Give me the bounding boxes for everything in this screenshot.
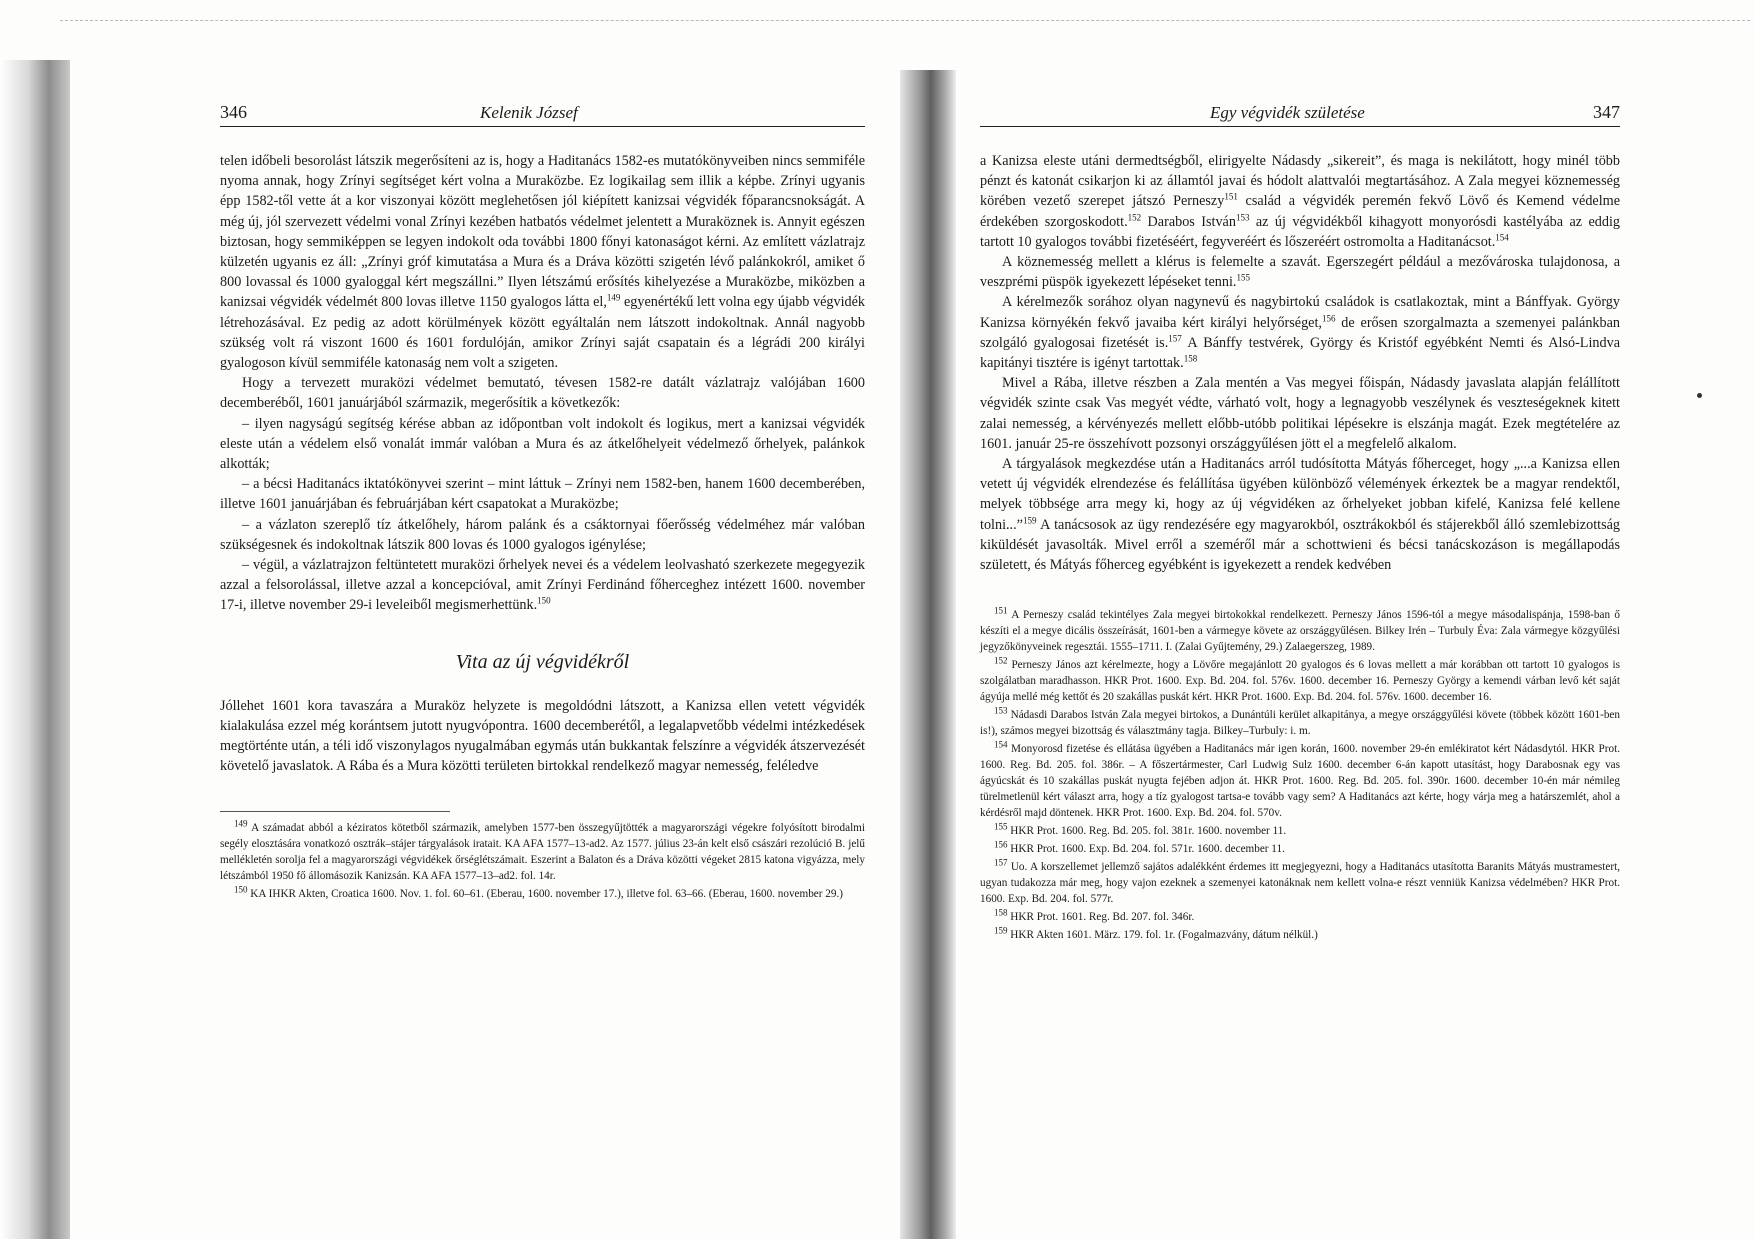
footnote-number: 152: [994, 655, 1008, 666]
footnote-number: 154: [994, 739, 1008, 750]
footnotes: [220, 817, 865, 902]
footnote-divider: [220, 811, 450, 812]
footnote-text: Monyorosd fizetése és ellátása ügyében a Haditanács már igen korán, 1600. november 29-én emlékiratot kért Nádasdytól. HKR Prot. 1600. Reg. Bd. 205. fol. 386r. – A főszertármester, Carl Ludwig Sulz 1600. december 6-án kapott utasítást, hogy Darabosnak egy vas ágyúcskát és 10 szakállas puskát nyugta fejében adjon át. HKR Prot. 1600. Reg. Bd. 205. fol. 390r. 1600. december 10-én már némileg türelmetlenül kért választ arra, hogy a tíz gyalogost tartsa-e tovább vagy sem? A Haditanács azt kérte, hogy várja meg a határszemlét, ahol a kérdésről majd döntenek. HKR Prot. 1600. Exp. Bd. 204. fol. 570v.: [980, 743, 1620, 820]
footnote-ref: 155: [1236, 272, 1250, 283]
footnote: [980, 841, 1620, 857]
list-item: – a bécsi Haditanács iktatókönyvei szerint – mint láttuk – Zrínyi nem 1582-ben, hanem 1600 decemberében, illetve 1601 januárjában és februárjában kért csapatokat a Muraközbe;: [220, 476, 865, 513]
footnote-ref: 151: [1224, 191, 1238, 202]
paragraph: [980, 151, 1620, 252]
list-item: – a vázlaton szereplő tíz átkelőhely, három palánk és a csáktornyai főerősség védelméhez már valóban szükségesnek és indokoltnak látszik 800 lovas és 1000 gyalogos igénylése;: [220, 516, 865, 553]
footnote-text: HKR Prot. 1600. Exp. Bd. 204. fol. 571r. 1600. december 11.: [1007, 843, 1285, 856]
footnote-text: A Perneszy család tekintélyes Zala megyei birtokokkal rendelkezett. Perneszy János 1596-tól a megye másodalispánja, 1598-ban ő készíti el a megye dicális összeírását, 1601-ben a vármegye követe az országgyűlésen. Bilkey Irén – Turbuly Éva: Zala vármegye közgyűlési jegyzőkönyveinek regesztái. 1555–1711. I. (Zalai Gyűjtemény, 29.) Zalaegerszeg, 1989.: [980, 609, 1620, 654]
footnote: [980, 707, 1620, 739]
section-title: Vita az új végvidékről: [455, 650, 630, 673]
left-page: [220, 100, 865, 904]
paragraph-text: A köznemesség mellett a klérus is felemelte a szavát. Egerszegért például a mezővároska tulajdonosa, a veszprémi püspök igyekezett lépéseket tenni.: [980, 254, 1620, 291]
footnote-ref: 150: [537, 595, 551, 606]
paragraph: [980, 373, 1620, 454]
scan-top-edge: [60, 20, 1750, 21]
paragraph-text: de erősen szorgalmazta a szemenyei palánkban szolgáló gyalogosai fizetését is.: [980, 314, 1620, 351]
right-page-body: [980, 151, 1620, 943]
paragraph-text: család a végvidék peremén fekvő Lövő és Kemend védelme érdekében szorgoskodott.: [980, 193, 1620, 230]
paragraph-text: telen időbeli besorolást látszik megerősíteni az is, hogy a Haditanács 1582-es mutatókönyveiben nincs semmiféle nyoma annak, hogy Zrínyi segítséget kért volna a Muraközbe. Ez logikailag sem illik a képbe. Zrínyi ugyanis épp 1582-től vette át a kor viszonyai között meglehetősen jól kiépített kanizsai végvidék főparancsnokságát. A még új, jól szervezett védelmi vonal Zrínyi kezében hatbatós védelmet jelentett a Muraköznek is. Annyit egészen biztosan, hogy semmiképpen se legyen indokolt oda további 1800 főnyi katonaságot kérni. Az említett vázlatrajz külzetén ugyanis ez áll: „Zrínyi gróf kimutatása a Mura és a Dráva közötti szigetén lévő palánkokról, amiket ő 800 lovassal és 1000 gyaloggal kért megszállni.” Ilyen létszámú erősítés kihelyezése a Muraközbe, miközben a kanizsai végvidék védelmét 800 lovas illetve 1150 gyalogos látta el,: [220, 153, 865, 311]
list-item-text: – végül, a vázlatrajzon feltüntetett muraközi őrhelyek nevei és a védelem leolvasható szerkezete megegyezik azzal a felsorolással, illetve azzal a koncepcióval, amit Zrínyi Ferdinánd főherceghez intézett 1600. november 17-i, illetve november 29-i leveleiből megismerhettünk.: [220, 557, 865, 614]
footnote: [980, 741, 1620, 821]
footnote-text: Perneszy János azt kérelmezte, hogy a Lövőre megajánlott 20 gyalogos és 6 lovas mellett a már korábban ott tartott 10 gyalogos is szolgálatban maradhasson. HKR Prot. 1600. Exp. Bd. 204. fol. 576v. 1600. december 16. Perneszy György a kemendi várban levő két saját ágyúja mellé még kettőt és 20 szakállas puskát kért. HKR Prot. 1600. Exp. Bd. 204. fol. 576v. 1600. december 16.: [980, 659, 1620, 704]
footnote-ref: 159: [1022, 514, 1037, 525]
paragraph-text: A kérelmezők sorához olyan nagynevű és nagybirtokú családok is csatlakoztak, mint a Bánffyak. György Kanizsa környékén fekvő javaiba kért királyi helyőrséget,: [980, 294, 1620, 331]
left-page-header: [220, 100, 865, 127]
footnote-ref: 153: [1235, 211, 1250, 222]
footnote-ref: 154: [1495, 232, 1509, 243]
footnote-number: 155: [994, 821, 1008, 832]
paragraph-text: A tanácsosok az ügy rendezésére egy magyarokból, osztrákokból és stájerekből álló szemlebizottság kiküldését javasolták. Mivel erről a szeméről már a schottwieni és bécsi tanácskozáson is megállapodás született, és Mátyás főherceg egyébként is igyekezett a rendek kedvében: [980, 516, 1620, 574]
left-page-body: [220, 151, 865, 902]
footnote-number: 158: [994, 907, 1008, 918]
right-page: [980, 100, 1620, 945]
footnote-number: 156: [994, 839, 1008, 850]
running-head: Kelenik József: [480, 103, 578, 122]
paragraph-text: az új végvidékből kihagyott monyorósdi kastélyába az eddig tartott 10 gyalogos további fizetéséért, fegyveréért és lőszeréért ostromolta a Haditanácsot.: [980, 213, 1620, 250]
paragraph-text: a Kanizsa eleste utáni dermedtségből, elirigyelte Nádasdy „sikereit”, és maga is nekilátott, hogy minél több pénzt és katonát csikarjon ki az államtól javai és hódolt alattvalói megtartásához. A Zala megyei köznemesség körében vezető szerepet játszó Perneszy: [980, 153, 1620, 210]
footnote-text: Nádasdi Darabos István Zala megyei birtokos, a Dunántúli kerület alkapitánya, a megye országgyűlési követe (többek között 1601-ben is!), számos megyei bizottság és választmány tagja. Bilkey–Turbuly: i. m.: [980, 709, 1620, 738]
footnote-text: A számadat abból a kéziratos kötetből származik, amelyben 1577-ben összegyűjtötték a magyarországi végekre folyósított birodalmi segély elosztására vonatkozó osztrák–stájer tárgyalások iratait. KA AFA 1577–13-ad2. Az 1577. július 23-án kelt első császári rezolúció B. jelű mellékletén sorolja fel a magyarországi végvidékek őrséglétszámait. Eszerint a Balaton és a Dráva közötti végeket 2815 katona vigyázza, mely létszámból 1950 fő állomásozik Kanizsán. KA AFA 1577–13–ad2. fol. 14r.: [220, 821, 865, 882]
footnote-ref: 158: [1183, 353, 1198, 364]
footnote: [980, 927, 1620, 943]
page-number: 347: [1593, 102, 1620, 122]
list-item: [220, 555, 865, 616]
footnote: [220, 883, 865, 902]
right-page-header: [980, 100, 1620, 127]
paragraph: [980, 252, 1620, 292]
margin-speck: [1697, 393, 1702, 398]
footnote: [220, 817, 865, 884]
footnote-ref: 152: [1127, 211, 1142, 222]
scan-left-edge-shadow: [0, 60, 70, 1239]
paragraph: [220, 151, 865, 373]
paragraph: Hogy a tervezett muraközi védelmet bemutató, tévesen 1582-re datált vázlatrajz valójában 1600 decemberéből, 1601 januárjából származik, megerősítik a következők:: [220, 375, 865, 412]
footnote-text: HKR Akten 1601. März. 179. fol. 1r. (Fogalmazvány, dátum nélkül.): [1007, 929, 1318, 942]
footnote-text: Uo. A korszellemet jellemző sajátos adalékként érdemes itt megjegyezni, hogy a Haditanács utasította Baranits Mátyás mustramestert, ugyan tudakozza már meg, hogy vajon ezeknek a szemenyei katonáknak nem kellett volna-e részt venniük Kanizsa védelmében? HKR Prot. 1600. Exp. Bd. 204. fol. 577r.: [980, 861, 1620, 906]
paragraph-text: A Bánffy testvérek, György és Kristóf egyébként Nemti és Alsó-Lindva kapitányi tisztére is igényt tartottak.: [980, 334, 1620, 372]
footnote-text: HKR Prot. 1601. Reg. Bd. 207. fol. 346r.: [1007, 911, 1195, 924]
running-head: Egy végvidék születése: [1210, 103, 1365, 122]
footnote-ref: 156: [1321, 312, 1336, 323]
book-gutter-shadow: [900, 70, 956, 1239]
footnote: [980, 607, 1620, 655]
footnote-text: KA IHKR Akten, Croatica 1600. Nov. 1. fol. 60–61. (Eberau, 1600. november 17.), illetve fol. 63–66. (Eberau, 1600. november 29.): [250, 887, 844, 900]
right-paragraphs: [980, 151, 1620, 575]
footnote-ref: 157: [1168, 333, 1182, 344]
paragraph-text: A tárgyalások megkezdése után a Haditanács arról tudósította Mátyás főherceget, hogy „...a Kanizsa ellen vetett új végvidék elrendezése és felállítása ügyében különböző vélemények érkeztek be a magyar rendektől, melyek többsége arra megy ki, hogy az új végvidéken az őrhelyeket jobban kifelé, Kanizsa felé kellene tolni...”: [980, 456, 1620, 533]
paragraph-text: egyenértékű lett volna egy újabb végvidék létrehozásával. Ez pedig az adott körülmények között egyáltalán nem látszott indokoltnak. Annál nagyobb szükség volt rá viszont 1600 és 1601 fordulóján, amikor Zrínyi saját csapatain és a légrádi 200 királyi gyalogoson kívül semmiféle katonaság nem volt a szigeten.: [220, 294, 865, 372]
footnote-text: HKR Prot. 1600. Reg. Bd. 205. fol. 381r. 1600. november 11.: [1007, 825, 1287, 838]
footnote: [980, 657, 1620, 705]
list-item: – ilyen nagyságú segítség kérése abban az időpontban volt indokolt és logikus, mert a kanizsai végvidék eleste után a védelem első vonalát immár valóban a Mura és az átkelőhelyeit védelmező őrhelyek, palánkok alkották;: [220, 415, 865, 473]
paragraph: Jóllehet 1601 kora tavaszára a Muraköz helyzete is megoldódni látszott, a Kanizsa ellen vetett végvidék kialakulása ezzel még korántsem jutott nyugvópontra. 1600 decemberétől, a legalapvetőbb védelmi intézkedések megtörténte után, a téli idő viszonylagos nyugalmában egymás után bukkantak felszínre a végvidék átszervezését követelő javaslatok. A Rába és a Mura közötti területen birtokkal rendelkező magyar nemesség, feléledve: [220, 697, 865, 775]
paragraph: [980, 454, 1620, 575]
footnote-number: 159: [994, 925, 1008, 936]
footnote: [980, 909, 1620, 925]
footnote: [980, 859, 1620, 907]
footnote-number: 149: [234, 817, 248, 828]
paragraph: [980, 292, 1620, 373]
footnote-number: 157: [994, 857, 1008, 868]
footnote: [980, 823, 1620, 839]
paragraph-text: Mivel a Rába, illetve részben a Zala mentén a Vas megyei főispán, Nádasdy javaslata alapján felállított végvidék szinte csak Vas megyét védte, várható volt, hogy a legnagyobb veszélynek és veszteségeknek kitett zalai nemesség, a kérvényezés mellett előbb-utóbb politikai lépésekre is elszánja magát. Ezek megtételére az 1601. január 25-re összehívott pozsonyi országgyűlésen jött el a megfelelő alkalom.: [980, 375, 1620, 452]
footnotes: [980, 607, 1620, 943]
footnote-number: 150: [234, 883, 248, 894]
footnote-number: 153: [994, 705, 1008, 716]
paragraph-text: Darabos István: [1141, 213, 1236, 230]
footnote-ref: 149: [606, 292, 621, 303]
page-number: 346: [220, 102, 247, 122]
footnote-number: 151: [994, 605, 1008, 616]
